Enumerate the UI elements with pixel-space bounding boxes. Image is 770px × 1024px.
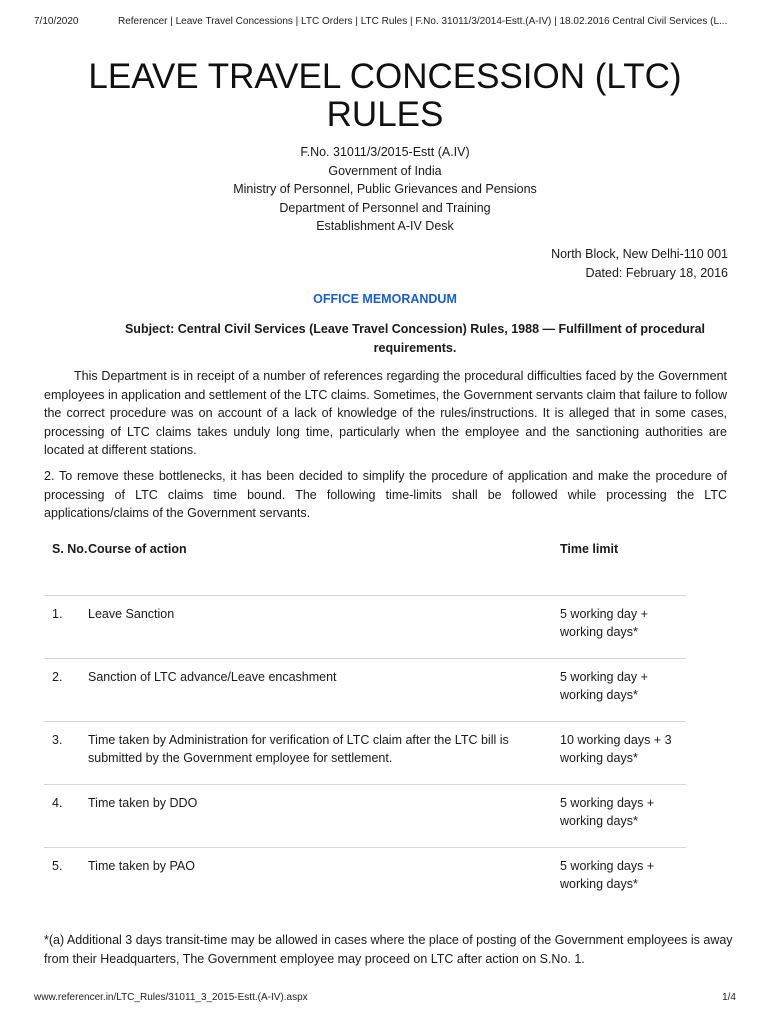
page-title — [0, 58, 770, 134]
cell-course: Time taken by Administration for verification of LTC claim after the LTC bill is submitted by the Government employee for settlement. — [88, 732, 509, 765]
memo-subject: Subject: Central Civil Services (Leave Travel Concession) Rules, 1988 — Fulfillment of procedural requirements. — [124, 322, 706, 355]
memo-meta — [0, 143, 770, 236]
cell-time: 5 working day + working days* — [560, 606, 648, 639]
print-doc-title: Referencer | Leave Travel Concessions | LTC Orders | LTC Rules | F.No. 31011/3/2014-Estt.(A-IV) | 18.02.2016 Central Civil Services (L... — [118, 16, 728, 27]
page-title-line1: LEAVE TRAVEL CONCESSION (LTC) — [88, 57, 682, 96]
table-row — [44, 658, 686, 721]
cell-time: 5 working days + working days* — [560, 858, 655, 891]
cell-sno: 5. — [52, 858, 63, 873]
address-place: North Block, New Delhi-110 001 — [551, 247, 728, 261]
header-course-label: Course of action — [88, 542, 187, 556]
table-row — [44, 595, 686, 658]
table-header-row — [44, 532, 686, 595]
page-number: 1/4 — [722, 992, 736, 1003]
cell-sno: 3. — [52, 732, 63, 747]
time-limit-table — [44, 532, 686, 910]
cell-time: 5 working days + working days* — [560, 795, 655, 828]
footer-url: www.referencer.in/LTC_Rules/31011_3_2015-Estt.(A-IV).aspx — [34, 992, 308, 1003]
table-row — [44, 847, 686, 910]
table-row — [44, 784, 686, 847]
address-block — [551, 245, 728, 282]
cell-time: 10 working days + 3 working days* — [560, 732, 672, 765]
file-number: F.No. 31011/3/2015-Estt (A.IV) — [300, 145, 470, 159]
desk-name: Establishment A-IV Desk — [316, 219, 454, 233]
ministry-name: Ministry of Personnel, Public Grievances and Pensions — [233, 182, 537, 196]
memo-date: Dated: February 18, 2016 — [585, 265, 728, 280]
department-name: Department of Personnel and Training — [279, 200, 491, 215]
cell-sno: 1. — [52, 606, 63, 621]
header-time — [560, 532, 686, 595]
footnote: *(a) Additional 3 days transit-time may be allowed in cases where the place of posting of the Government employees is away from their Headquarters, The Government employee may proceed on LTC after action on S.No. 1. — [44, 933, 733, 966]
cell-course: Time taken by PAO — [88, 858, 195, 873]
cell-course: Sanction of LTC advance/Leave encashment — [88, 669, 337, 684]
print-date: 7/10/2020 — [34, 16, 79, 27]
header-sno — [44, 532, 88, 595]
header-time-label: Time limit — [560, 542, 619, 556]
header-course — [88, 532, 560, 595]
paragraph-2: 2. To remove these bottlenecks, it has been decided to simplify the procedure of application and make the procedure of processing of LTC claims time bound. The following time-limits shall be followed while processing the LTC applications/claims of the Government servants. — [44, 469, 727, 520]
print-header — [0, 0, 770, 30]
cell-course: Leave Sanction — [88, 606, 175, 621]
paragraph-1: This Department is in receipt of a number of references regarding the procedural difficulties faced by the Government employees in application and settlement of the LTC claims. Sometimes, the Government servants claim that failure to follow the correct procedure was on account of a lack of knowledge of the rules/instructions. It is alleged that in some cases, processing of LTC claims takes unduly long time, particularly when the employee and the sanctioning authorities are located at different stations. — [44, 369, 727, 457]
cell-time: 5 working day + working days* — [560, 669, 648, 702]
cell-course: Time taken by DDO — [88, 795, 198, 810]
header-sno-label: S. No. — [52, 542, 88, 556]
page-title-line2: RULES — [326, 95, 444, 134]
table-row — [44, 721, 686, 784]
government-name: Government of India — [328, 163, 442, 178]
cell-sno: 4. — [52, 795, 63, 810]
cell-sno: 2. — [52, 669, 63, 684]
office-memorandum-heading: OFFICE MEMORANDUM — [313, 292, 457, 306]
